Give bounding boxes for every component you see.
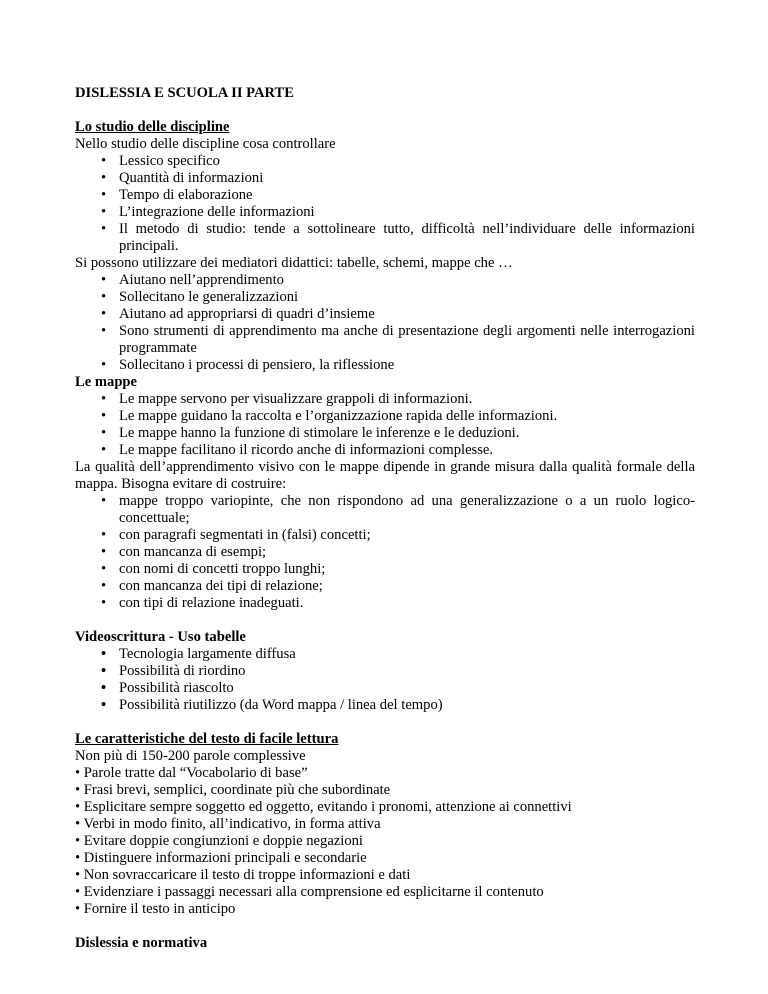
section-heading-studio: Lo studio delle discipline	[75, 119, 230, 135]
bullet-icon: •	[101, 663, 107, 679]
list-item: • Verbi in modo finito, all’indicativo, in forma attiva	[75, 816, 381, 832]
list-item: • Tecnologia largamente diffusa	[101, 646, 296, 662]
bullet-icon: •	[101, 646, 107, 662]
bullet-icon: •	[101, 204, 107, 220]
list-item: • Il metodo di studio: tende a sottolineare tutto, difficoltà nell’individuare delle informazioni principali.	[101, 221, 695, 254]
list-item: • Le mappe servono per visualizzare grappoli di informazioni.	[101, 391, 473, 407]
bullet-icon: •	[101, 697, 107, 713]
bullet-icon: •	[101, 306, 107, 322]
bullet-list-controllare	[75, 153, 695, 255]
list-item: • Evidenziare i passaggi necessari alla comprensione ed esplicitarne il contenuto	[75, 884, 544, 900]
bullet-list-videoscrittura	[75, 646, 695, 714]
bullet-icon: •	[101, 289, 107, 305]
section-heading-mappe: Le mappe	[75, 374, 138, 390]
bullet-icon: •	[101, 527, 107, 543]
list-item: • Le mappe hanno la funzione di stimolare le inferenze e le deduzioni.	[101, 425, 520, 441]
list-item: • Le mappe guidano la raccolta e l’organizzazione rapida delle informazioni.	[101, 408, 558, 424]
bullet-icon: •	[101, 323, 107, 339]
list-item: • Sono strumenti di apprendimento ma anche di presentazione degli argomenti nelle interrogazioni programmate	[101, 323, 695, 356]
list-item: • Le mappe facilitano il ricordo anche di informazioni complesse.	[101, 442, 494, 458]
bullet-icon: •	[101, 493, 107, 509]
list-item: • con mancanza dei tipi di relazione;	[101, 578, 323, 594]
list-item: • con paragrafi segmentati in (falsi) concetti;	[101, 527, 371, 543]
list-item: • Fornire il testo in anticipo	[75, 901, 236, 917]
bullet-icon: •	[101, 442, 107, 458]
list-item: • Sollecitano i processi di pensiero, la riflessione	[101, 357, 395, 373]
list-item: • Distinguere informazioni principali e secondarie	[75, 850, 367, 866]
bullet-icon: •	[101, 221, 107, 237]
list-item: • L’integrazione delle informazioni	[101, 204, 315, 220]
bullet-icon: •	[101, 425, 107, 441]
section-heading-videoscrittura: Videoscrittura - Uso tabelle	[75, 629, 246, 645]
bullet-icon: •	[101, 595, 107, 611]
bullet-icon: •	[101, 357, 107, 373]
bullet-list-evitare	[75, 493, 695, 612]
bullet-icon: •	[101, 187, 107, 203]
list-item: • Tempo di elaborazione	[101, 187, 253, 203]
list-item: • Lessico specifico	[101, 153, 220, 169]
document-page	[75, 85, 695, 952]
list-item: • Aiutano nell’apprendimento	[101, 272, 284, 288]
list-item: • Possibilità riutilizzo (da Word mappa / linea del tempo)	[101, 697, 443, 713]
bullet-icon: •	[101, 272, 107, 288]
bullet-icon: •	[101, 153, 107, 169]
list-item: • mappe troppo variopinte, che non rispondono ad una generalizzazione o a un ruolo logico-concettuale;	[101, 493, 695, 526]
bullet-icon: •	[101, 544, 107, 560]
list-item: • Possibilità riascolto	[101, 680, 234, 696]
list-facile-lettura	[75, 765, 695, 918]
list-item: • con mancanza di esempi;	[101, 544, 267, 560]
bullet-list-mappe	[75, 391, 695, 459]
list-item: • Sollecitano le generalizzazioni	[101, 289, 299, 305]
list-item: • Possibilità di riordino	[101, 663, 246, 679]
list-item: • Frasi brevi, semplici, coordinate più che subordinate	[75, 782, 391, 798]
list-item: • con tipi di relazione inadeguati.	[101, 595, 304, 611]
bullet-icon: •	[101, 680, 107, 696]
bullet-icon: •	[101, 391, 107, 407]
document-title: DISLESSIA E SCUOLA II PARTE	[75, 85, 295, 101]
section-intro: Nello studio delle discipline cosa controllare	[75, 136, 336, 152]
list-item: • Quantità di informazioni	[101, 170, 264, 186]
list-item: • con nomi di concetti troppo lunghi;	[101, 561, 326, 577]
list-item: • Aiutano ad appropriarsi di quadri d’insieme	[101, 306, 375, 322]
bullet-icon: •	[101, 170, 107, 186]
bullet-icon: •	[101, 578, 107, 594]
list-item: • Parole tratte dal “Vocabolario di base”	[75, 765, 308, 781]
bullet-list-mediatori	[75, 272, 695, 374]
bullet-icon: •	[101, 408, 107, 424]
list-item: • Evitare doppie congiunzioni e doppie negazioni	[75, 833, 363, 849]
section-intro-parole: Non più di 150-200 parole complessive	[75, 748, 306, 764]
list-item: • Non sovraccaricare il testo di troppe informazioni e dati	[75, 867, 411, 883]
paragraph-qualita: La qualità dell’apprendimento visivo con le mappe dipende in grande misura dalla qualità formale della mappa. Bisogna evitare di costruire:	[75, 459, 695, 492]
section-heading-normativa: Dislessia e normativa	[75, 935, 208, 951]
bullet-icon: •	[101, 561, 107, 577]
list-item: • Esplicitare sempre soggetto ed oggetto, evitando i pronomi, attenzione ai connettivi	[75, 799, 572, 815]
section-intro-mediatori: Si possono utilizzare dei mediatori didattici: tabelle, schemi, mappe che …	[75, 255, 513, 271]
section-heading-facile-lettura: Le caratteristiche del testo di facile lettura	[75, 731, 339, 747]
